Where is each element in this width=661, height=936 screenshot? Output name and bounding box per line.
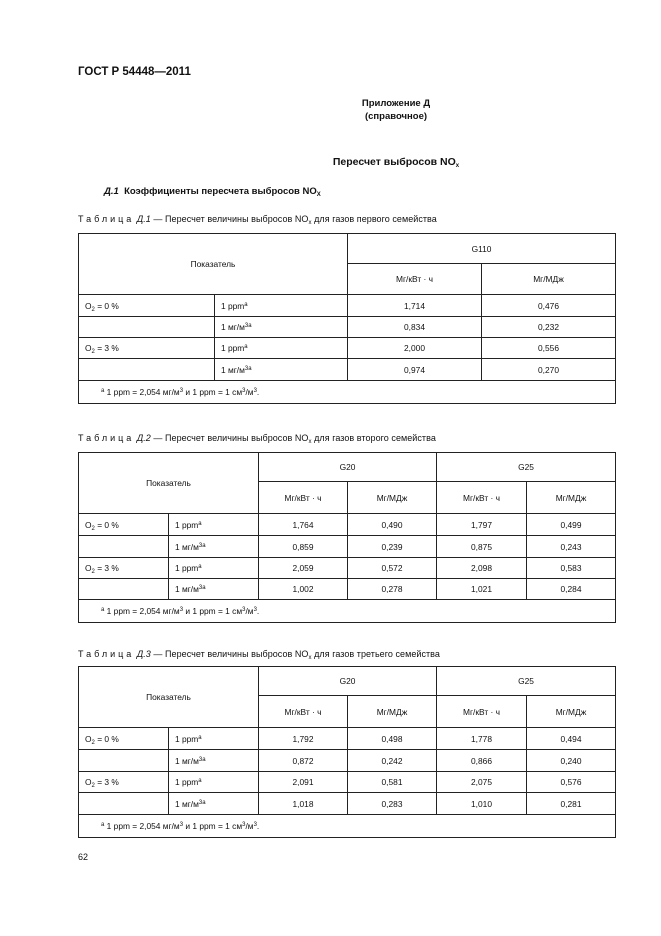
unit-header: Мг/кВт · ч <box>348 264 482 295</box>
value-cell: 0,834 <box>348 317 482 338</box>
param-header: Показатель <box>79 234 348 295</box>
unit-header: Мг/кВт · ч <box>259 482 348 514</box>
value-cell: 1,797 <box>437 514 527 536</box>
table-caption <box>78 649 440 659</box>
value-cell: 0,242 <box>348 750 437 772</box>
value-cell: 1,018 <box>259 793 348 815</box>
table-row <box>79 772 616 793</box>
caption-text: — Пересчет величины выбросов NO <box>150 649 309 659</box>
caption-word: Таблица <box>78 214 135 224</box>
value-cell: 0,583 <box>527 558 616 579</box>
table-row <box>79 536 616 558</box>
table-row <box>79 317 616 338</box>
value-cell: 0,499 <box>527 514 616 536</box>
empty-cell <box>79 750 169 772</box>
value-cell: 0,476 <box>482 295 616 317</box>
annex-title: Приложение Д <box>361 98 431 109</box>
value-cell: 0,872 <box>259 750 348 772</box>
unit-cell: 1 ppm$^а$ <box>169 558 259 579</box>
value-cell: 2,000 <box>348 338 482 359</box>
table-caption <box>78 214 437 224</box>
table-row <box>79 793 616 815</box>
value-cell: 0,576 <box>527 772 616 793</box>
data-table <box>78 233 616 404</box>
unit-header: Мг/МДж <box>527 696 616 728</box>
caption-word: Таблица <box>78 433 135 443</box>
unit-header: Мг/МДж <box>348 696 437 728</box>
unit-header: Мг/кВт · ч <box>259 696 348 728</box>
value-cell: 1,792 <box>259 728 348 750</box>
unit-header: Мг/МДж <box>348 482 437 514</box>
table-row <box>79 359 616 381</box>
unit-cell: 1 $мг/м^{3а}$ <box>169 536 259 558</box>
unit-header: Мг/кВт · ч <box>437 696 527 728</box>
empty-cell <box>79 793 169 815</box>
footnote-row <box>79 381 616 404</box>
annex-heading <box>216 97 576 123</box>
o2-label: $O_2 = 0$ % <box>79 728 169 750</box>
o2-label: $O_2 = 0$ % <box>79 295 215 317</box>
value-cell: 0,974 <box>348 359 482 381</box>
empty-cell <box>79 317 215 338</box>
page-title-text: Пересчет выбросов NO <box>332 156 456 168</box>
document-id: ГОСТ Р 54448—2011 <box>78 66 191 78</box>
empty-cell <box>79 579 169 600</box>
param-header: Показатель <box>79 667 259 728</box>
value-cell: 0,278 <box>348 579 437 600</box>
empty-cell <box>79 359 215 381</box>
value-cell: 0,498 <box>348 728 437 750</box>
caption-text: — Пересчет величины выбросов NO <box>150 214 309 224</box>
value-cell: 0,581 <box>348 772 437 793</box>
o2-label: $O_2 = 3$ % <box>79 338 215 359</box>
unit-header: Мг/МДж <box>527 482 616 514</box>
table-row <box>79 338 616 359</box>
caption-text: — Пересчет величины выбросов NO <box>150 433 309 443</box>
caption-sub: x <box>308 439 312 445</box>
unit-cell: 1 $мг/м^{3а}$ <box>169 793 259 815</box>
table-row <box>79 295 616 317</box>
value-cell: 0,866 <box>437 750 527 772</box>
value-cell: 1,010 <box>437 793 527 815</box>
param-header: Показатель <box>79 453 259 514</box>
footnote-row <box>79 815 616 838</box>
page-title-sub: x <box>455 163 460 169</box>
caption-number: Д.1 <box>136 214 151 224</box>
unit-cell: 1 ppm$^а$ <box>215 295 348 317</box>
section-text: Коэффициенты пересчета выбросов NO <box>124 186 317 197</box>
unit-cell: 1 ppm$^а$ <box>169 728 259 750</box>
section-sub: X <box>316 192 321 198</box>
table-footnote: $^а$ 1 ppm = 2,054 $мг/м^3$ и 1 ppm = 1 $см^3/м^3$. <box>79 815 616 838</box>
gas-header: G25 <box>437 453 616 482</box>
page-number: 62 <box>78 852 89 862</box>
caption-number: Д.3 <box>136 649 151 659</box>
caption-tail: для газов второго семейства <box>311 433 436 443</box>
unit-cell: 1 ppm$^а$ <box>169 772 259 793</box>
value-cell: 0,490 <box>348 514 437 536</box>
data-table <box>78 452 616 623</box>
section-number: Д.1 <box>104 186 119 197</box>
unit-cell: 1 $мг/м^{3а}$ <box>169 750 259 772</box>
value-cell: 0,239 <box>348 536 437 558</box>
value-cell: 2,059 <box>259 558 348 579</box>
unit-cell: 1 $мг/м^{3а}$ <box>169 579 259 600</box>
table-row <box>79 579 616 600</box>
value-cell: 1,021 <box>437 579 527 600</box>
unit-cell: 1 $мг/м^{3а}$ <box>215 359 348 381</box>
o2-label: $O_2 = 0$ % <box>79 514 169 536</box>
caption-sub: x <box>308 655 312 661</box>
o2-label: $O_2 = 3$ % <box>79 558 169 579</box>
data-table <box>78 666 616 838</box>
value-cell: 1,764 <box>259 514 348 536</box>
gas-header: G110 <box>348 234 616 264</box>
value-cell: 0,494 <box>527 728 616 750</box>
unit-cell: 1 ppm$^а$ <box>215 338 348 359</box>
value-cell: 2,091 <box>259 772 348 793</box>
caption-word: Таблица <box>78 649 135 659</box>
gas-header: G25 <box>437 667 616 696</box>
table-footnote: $^а$ 1 ppm = 2,054 $мг/м^3$ и 1 ppm = 1 $см^3/м^3$. <box>79 381 616 404</box>
footnote-row <box>79 600 616 623</box>
caption-sub: x <box>308 220 312 226</box>
table-row <box>79 514 616 536</box>
value-cell: 1,002 <box>259 579 348 600</box>
unit-header: Мг/МДж <box>482 264 616 295</box>
unit-header: Мг/кВт · ч <box>437 482 527 514</box>
value-cell: 0,281 <box>527 793 616 815</box>
value-cell: 2,075 <box>437 772 527 793</box>
value-cell: 0,556 <box>482 338 616 359</box>
o2-label: $O_2 = 3$ % <box>79 772 169 793</box>
value-cell: 1,778 <box>437 728 527 750</box>
value-cell: 0,240 <box>527 750 616 772</box>
empty-cell <box>79 536 169 558</box>
table-caption <box>78 433 436 443</box>
table-row <box>79 750 616 772</box>
value-cell: 0,859 <box>259 536 348 558</box>
caption-tail: для газов третьего семейства <box>311 649 440 659</box>
annex-subtitle: (справочное) <box>364 111 428 122</box>
page-title <box>176 156 616 168</box>
value-cell: 2,098 <box>437 558 527 579</box>
caption-number: Д.2 <box>136 433 151 443</box>
table-row <box>79 728 616 750</box>
caption-tail: для газов первого семейства <box>311 214 437 224</box>
gas-header: G20 <box>259 667 437 696</box>
value-cell: 1,714 <box>348 295 482 317</box>
gas-header: G20 <box>259 453 437 482</box>
table-row <box>79 558 616 579</box>
value-cell: 0,572 <box>348 558 437 579</box>
unit-cell: 1 ppm$^а$ <box>169 514 259 536</box>
value-cell: 0,243 <box>527 536 616 558</box>
section-title <box>104 186 321 197</box>
value-cell: 0,284 <box>527 579 616 600</box>
value-cell: 0,232 <box>482 317 616 338</box>
value-cell: 0,283 <box>348 793 437 815</box>
value-cell: 0,875 <box>437 536 527 558</box>
table-footnote: $^а$ 1 ppm = 2,054 $мг/м^3$ и 1 ppm = 1 $см^3/м^3$. <box>79 600 616 623</box>
value-cell: 0,270 <box>482 359 616 381</box>
unit-cell: 1 $мг/м^{3а}$ <box>215 317 348 338</box>
